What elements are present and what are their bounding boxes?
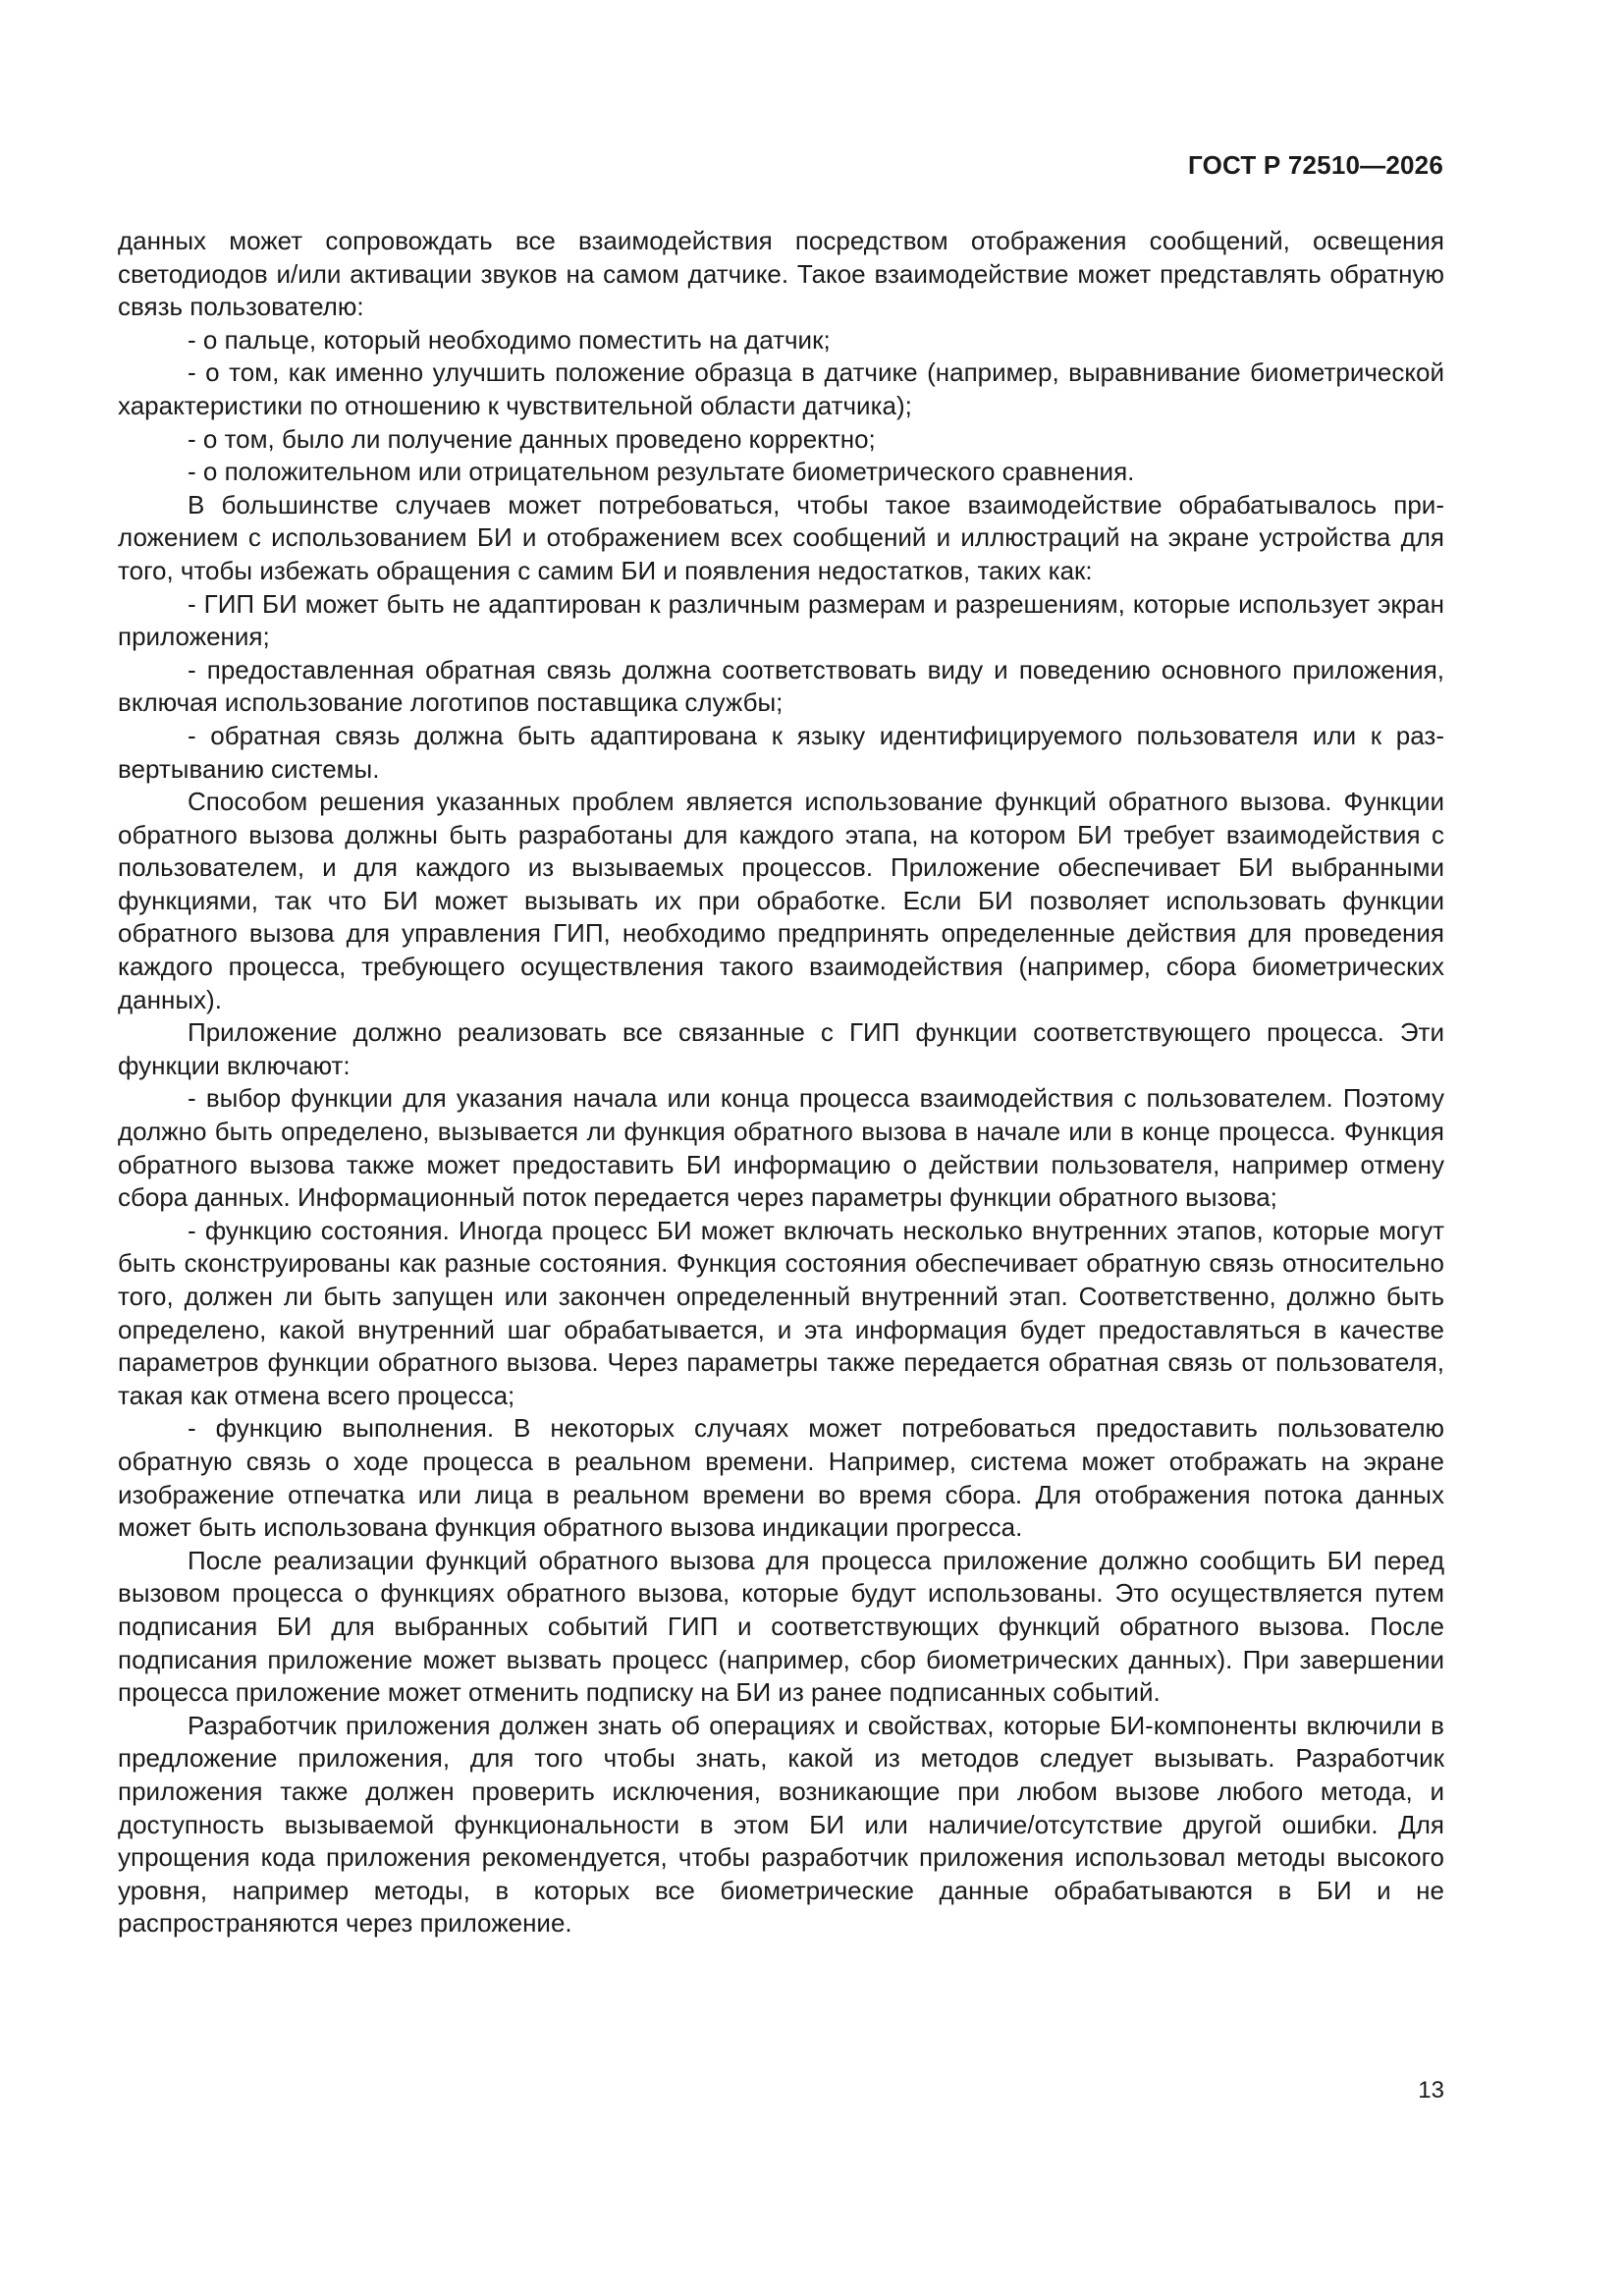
- list-item: - выбор функции для указания начала или конца процесса взаимодействия с пользователем. Поэтому должно быть определено, вызывается ли функция обратного вызова в начале или в конце процесса. Функция обратного вызова также может предоставить БИ информацию о действии пользователя, например отмену сбора данных. Информационный поток передается через параметры функции обратного вызова;: [118, 1083, 1444, 1213]
- list-item: - о положительном или отрицательном результате биометрического сравнения.: [188, 457, 1135, 487]
- paragraph: После реализации функций обратного вызова для процесса приложение должно сообщить БИ перед вызовом процесса о функциях обратного вызова, которые будут использованы. Это осуществляется путем подписания БИ для выбранных событий ГИП и соответствующих функций обратного вызова. После подписания приложение может вызвать процесс (например, сбор биометрических данных). При завершении процесса приложение может отменить подписку на БИ из ранее подписанных событий.: [118, 1545, 1444, 1708]
- paragraph-continuation: данных может сопровождать все взаимодействия посредством отображения сообщений, освещения светодиодов и/или активации звуков на самом датчике. Такое взаимодействие может представлять обратную связь пользователю:: [118, 226, 1444, 322]
- list-item: - о том, как именно улучшить положение образца в датчике (например, выравнивание биометрической характеристики по отношению к чувствительной области датчика);: [118, 357, 1444, 420]
- paragraph: Способом решения указанных проблем является использование функций обратного вызова. Функции обратного вызова должны быть разработаны для каждого этапа, на котором БИ требует взаимодействия с пользователем, и для каждого из вызываемых процессов. Приложение обеспечивает БИ выбранными функциями, так что БИ может вызывать их при обработке. Если БИ позволяет использовать функции обратного вызова для управления ГИП, необходимо предпринять определенные действия для проведения каждого процесса, требующего осуществления такого взаимодействия (например, сбора биометрических данных).: [118, 787, 1444, 1014]
- paragraph: Приложение должно реализовать все связанные с ГИП функции соответствующего процесса. Эти функции включают:: [118, 1017, 1444, 1080]
- list-item: - предоставленная обратная связь должна соответствовать виду и поведению основного приложения, включая использование логотипов поставщика службы;: [118, 654, 1444, 718]
- page-number: 13: [1418, 2077, 1444, 2104]
- list-item: - ГИП БИ может быть не адаптирован к различным размерам и разрешениям, которые использует экран приложения;: [118, 588, 1444, 652]
- list-item: - обратная связь должна быть адаптирована к языку идентифицируемого пользователя или к развертыванию системы.: [118, 720, 1444, 784]
- paragraph: В большинстве случаев может потребоваться, чтобы такое взаимодействие обрабатывалось приложением с использованием БИ и отображением всех сообщений и иллюстраций на экране устройства для того, чтобы избежать обращения с самим БИ и появления недостатков, таких как:: [118, 489, 1444, 585]
- list-item: - функцию выполнения. В некоторых случаях может потребоваться предоставить пользователю обратную связь о ходе процесса в реальном времени. Например, система может отображать на экране изображение отпечатка или лица в реальном времени во время сбора. Для отображения потока данных может быть использована функция обратного вызова индикации прогресса.: [118, 1413, 1444, 1543]
- list-item: - функцию состояния. Иногда процесс БИ может включать несколько внутренних этапов, которые могут быть сконструированы как разные состояния. Функция состояния обеспечивает обратную связь относительно того, должен ли быть запущен или закончен определенный внутренний этап. Соответственно, должно быть определено, какой внутренний шаг обрабатывается, и эта информация будет предоставляться в качестве параметров функции обратного вызова. Через параметры также передается обратная связь от пользователя, такая как отмена всего процесса;: [118, 1215, 1444, 1410]
- body-text: [118, 225, 1444, 1941]
- list-item: - о пальце, который необходимо поместить на датчик;: [188, 324, 831, 355]
- list-item: - о том, было ли получение данных проведено корректно;: [188, 423, 876, 454]
- standard-designation: ГОСТ Р 72510—2026: [1188, 150, 1443, 180]
- paragraph: Разработчик приложения должен знать об операциях и свойствах, которые БИ-компоненты включили в предложение приложения, для того чтобы знать, какой из методов следует вызывать. Разработчик приложения также должен проверить исключения, возникающие при любом вызове любого метода, и доступность вызываемой функциональности в этом БИ или наличие/отсутствие другой ошибки. Для упрощения кода приложения рекомендуется, чтобы разработчик приложения использовал методы высокого уровня, например методы, в которых все биометрические данные обрабатываются в БИ и не распространяются через приложение.: [118, 1710, 1444, 1939]
